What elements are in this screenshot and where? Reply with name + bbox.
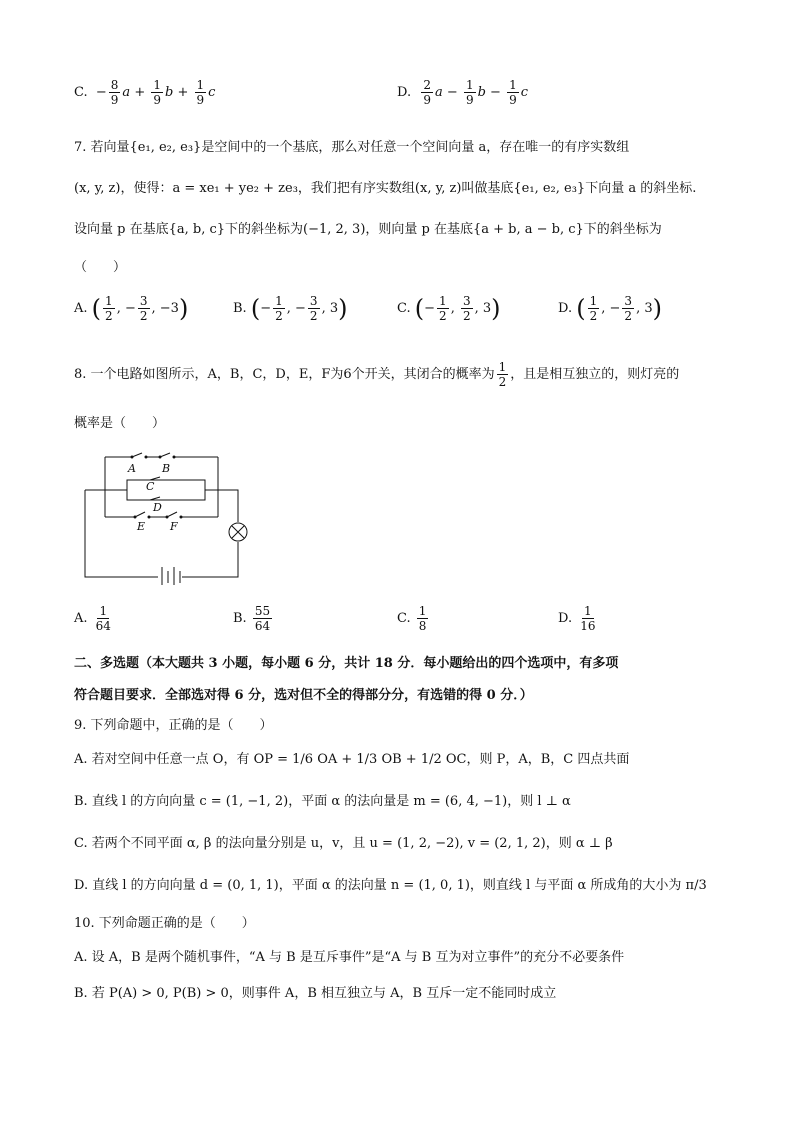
- section2-line2: 符合题目要求．全部选对得 6 分，选对但不全的得部分分，有选错的得 0 分．）: [74, 688, 533, 703]
- q7-line1: 7. 若向量{e₁, e₂, e₃}是空间中的一个基底，那么对任意一个空间向量 a，存在唯一的有序实数组: [74, 140, 630, 155]
- switch-label-b: B: [162, 462, 171, 475]
- switch-label-e: E: [137, 520, 146, 533]
- q8-option-c: C. $\frac{1}{8}$: [397, 604, 427, 633]
- q8-option-a: A. $\frac{1}{64}$: [74, 604, 111, 633]
- switch-label-a: A: [128, 462, 136, 475]
- q7-option-d: D. ( $\frac{1}{2}$ , − $\frac{3}{2}$ , 3): [558, 294, 662, 323]
- q7-line2: (x, y, z)，使得：a = xe₁ + ye₂ + ze₃，我们把有序实数组(x, y, z)叫做基底{e₁, e₂, e₃}下向量 a 的斜坐标.: [74, 181, 697, 196]
- q7-line3: 设向量 p 在基底{a, b, c}下的斜坐标为(−1, 2, 3)，则向量 p 在基底{a + b, a − b, c}下的斜坐标为: [74, 222, 662, 237]
- q7-option-a: A. ( $\frac{1}{2}$ , − $\frac{3}{2}$ , −3): [74, 294, 189, 323]
- q6-option-c: C. − $\frac{8}{9}$ a + $\frac{1}{9}$ b + $\frac{1}{9}$ c: [74, 78, 216, 107]
- switch-label-f: F: [170, 520, 178, 533]
- q7-option-b: B. (− $\frac{1}{2}$ , − $\frac{3}{2}$ , 3): [233, 294, 348, 323]
- q9-option-b: B. 直线 l 的方向向量 c = (1, −1, 2)，平面 α 的法向量是 m = (6, 4, −1)，则 l ⊥ α: [74, 794, 571, 809]
- q10-option-a: A. 设 A，B 是两个随机事件，“A 与 B 是互斥事件”是“A 与 B 互为对立事件”的充分不必要条件: [74, 950, 625, 965]
- q6-option-d: D. $\frac{2}{9}$ a − $\frac{1}{9}$ b − $\frac{1}{9}$ c: [397, 78, 528, 107]
- q9-option-d: D. 直线 l 的方向向量 d = (0, 1, 1)，平面 α 的法向量 n = (1, 0, 1)，则直线 l 与平面 α 所成角的大小为 π/3: [74, 878, 707, 893]
- switch-label-d: D: [153, 501, 162, 514]
- q8-option-d: D. $\frac{1}{16}$: [558, 604, 596, 633]
- section2-line1: 二、多选题（本大题共 3 小题，每小题 6 分，共计 18 分．每小题给出的四个选项中，有多项: [74, 656, 619, 671]
- q10-stem: 10. 下列命题正确的是（ ）: [74, 916, 255, 931]
- q7-blank: （ ）: [74, 260, 127, 275]
- switch-label-c: C: [146, 480, 155, 493]
- q9-option-c: C. 若两个不同平面 α, β 的法向量分别是 u，v，且 u = (1, 2, −2), v = (2, 1, 2)，则 α ⊥ β: [74, 836, 613, 851]
- q9-stem: 9. 下列命题中，正确的是（ ）: [74, 718, 273, 733]
- q8-line1: 8. 一个电路如图所示，A，B，C，D，E，F为6个开关，其闭合的概率为 $\frac{1}{2}$ ，且是相互独立的，则灯亮的: [74, 360, 680, 389]
- q10-option-b: B. 若 P(A) > 0, P(B) > 0，则事件 A，B 相互独立与 A，B 互斥一定不能同时成立: [74, 986, 557, 1001]
- q8-option-b: B. $\frac{55}{64}$: [233, 604, 271, 633]
- q7-option-c: C. (− $\frac{1}{2}$ , $\frac{3}{2}$ , 3): [397, 294, 501, 323]
- q8-line2: 概率是（ ）: [74, 416, 166, 431]
- circuit-diagram: [80, 450, 255, 585]
- q9-option-a: A. 若对空间中任意一点 O，有 OP = 1/6 OA + 1/3 OB + 1/2 OC，则 P，A，B，C 四点共面: [74, 752, 630, 767]
